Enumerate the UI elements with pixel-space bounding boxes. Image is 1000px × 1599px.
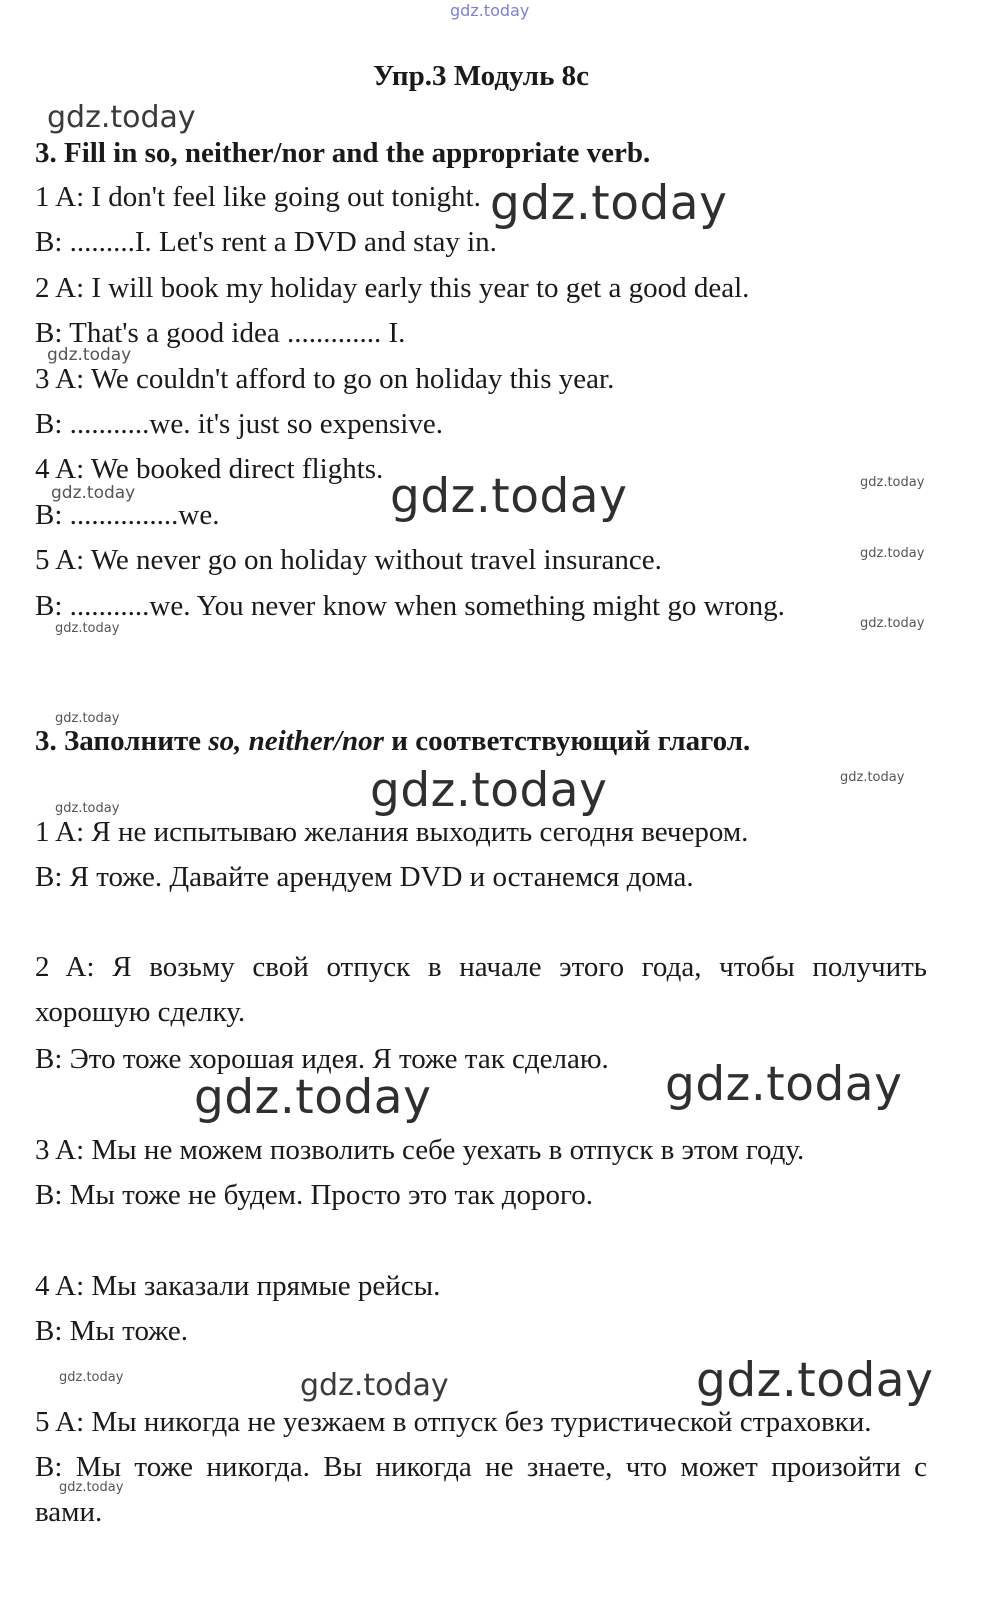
russian-instruction-suffix: и соответствующий глагол. bbox=[383, 725, 751, 757]
russian-instruction bbox=[35, 724, 750, 758]
watermark: gdz.today bbox=[55, 711, 120, 726]
watermark: gdz.today bbox=[696, 1353, 934, 1408]
watermark: gdz.today bbox=[194, 1070, 432, 1125]
russian-instruction-italic: so, neither/nor bbox=[208, 725, 384, 757]
english-line-4a: 4 A: We booked direct flights. bbox=[35, 453, 384, 485]
watermark: gdz.today bbox=[840, 770, 905, 785]
watermark: gdz.today bbox=[860, 475, 925, 490]
watermark: gdz.today bbox=[300, 1368, 449, 1403]
english-line-4b: B: ...............we. bbox=[35, 499, 220, 531]
watermark: gdz.today bbox=[59, 1480, 124, 1495]
english-line-5a: 5 A: We never go on holiday without travel insurance. bbox=[35, 544, 662, 576]
russian-line-5a: 5 A: Мы никогда не уезжаем в отпуск без туристической страховки. bbox=[35, 1406, 872, 1438]
page-title: Упр.3 Модуль 8с bbox=[372, 60, 590, 92]
russian-line-3a: 3 A: Мы не можем позволить себе уехать в отпуск в этом году. bbox=[35, 1134, 805, 1166]
watermark: gdz.today bbox=[370, 763, 608, 818]
watermark: gdz.today bbox=[47, 345, 132, 365]
russian-line-3b: B: Мы тоже не будем. Просто это так дорого. bbox=[35, 1179, 593, 1211]
russian-instruction-prefix: 3. Заполните bbox=[35, 725, 209, 757]
watermark-top: gdz.today bbox=[450, 1, 530, 20]
watermark: gdz.today bbox=[51, 483, 136, 503]
watermark: gdz.today bbox=[860, 546, 925, 561]
english-line-3a: 3 A: We couldn't afford to go on holiday this year. bbox=[35, 363, 615, 395]
watermark: gdz.today bbox=[390, 469, 628, 524]
watermark: gdz.today bbox=[665, 1057, 903, 1112]
russian-line-2b: B: Это тоже хорошая идея. Я тоже так сделаю. bbox=[35, 1043, 609, 1075]
watermark: gdz.today bbox=[47, 100, 196, 135]
watermark: gdz.today bbox=[55, 801, 120, 816]
russian-line-4b: B: Мы тоже. bbox=[35, 1315, 189, 1347]
russian-line-2a: 2 A: Я возьму свой отпуск в начале этого года, чтобы получить хорошую сделку. bbox=[35, 951, 927, 1028]
russian-line-1a: 1 A: Я не испытываю желания выходить сегодня вечером. bbox=[35, 816, 749, 848]
watermark: gdz.today bbox=[55, 621, 120, 636]
english-instruction: 3. Fill in so, neither/nor and the appropriate verb. bbox=[35, 137, 651, 169]
russian-line-5b: B: Мы тоже никогда. Вы никогда не знаете, что может произойти с вами. bbox=[35, 1451, 927, 1528]
russian-line-4a: 4 A: Мы заказали прямые рейсы. bbox=[35, 1270, 441, 1302]
watermark: gdz.today bbox=[860, 616, 925, 631]
english-line-3b: B: ...........we. it's just so expensive. bbox=[35, 408, 443, 440]
english-line-1b: B: .........I. Let's rent a DVD and stay in. bbox=[35, 226, 497, 258]
watermark: gdz.today bbox=[59, 1370, 124, 1385]
english-line-2b: B: That's a good idea ............. I. bbox=[35, 317, 406, 349]
english-line-1a: 1 A: I don't feel like going out tonight. bbox=[35, 181, 481, 213]
english-line-2a: 2 A: I will book my holiday early this year to get a good deal. bbox=[35, 272, 750, 304]
watermark: gdz.today bbox=[490, 176, 728, 231]
russian-line-1b: B: Я тоже. Давайте арендуем DVD и останемся дома. bbox=[35, 861, 694, 893]
english-line-5b: B: ...........we. You never know when something might go wrong. bbox=[35, 590, 785, 622]
